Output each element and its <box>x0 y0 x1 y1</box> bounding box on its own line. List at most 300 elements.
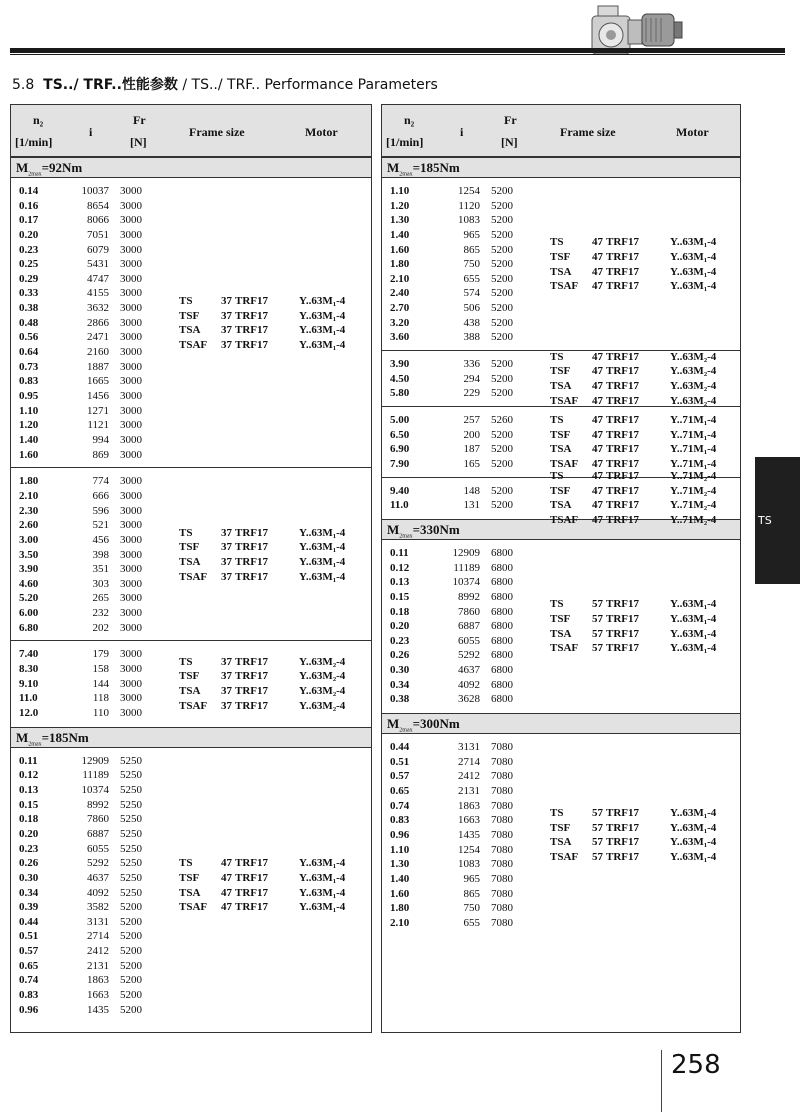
n2-value: 0.16 <box>19 199 39 212</box>
model-size: 47 <box>592 394 603 407</box>
table-row <box>11 973 371 988</box>
model-size: 57 <box>592 642 603 655</box>
model-frame: TRF17 <box>235 670 268 683</box>
force-value: 7080 <box>491 770 513 783</box>
model-type: TS <box>550 598 564 611</box>
ratio-value: 1120 <box>458 199 480 212</box>
model-size: 37 <box>221 526 232 539</box>
header-motor: Motor <box>676 125 709 139</box>
top-rule <box>10 48 785 53</box>
ratio-value: 1863 <box>458 799 480 812</box>
ratio-value: 2412 <box>458 770 480 783</box>
table-row <box>11 213 371 228</box>
ratio-value: 750 <box>463 258 480 271</box>
ratio-value: 2412 <box>87 945 109 958</box>
force-value: 5200 <box>120 915 142 928</box>
torque-value: =185Nm <box>412 160 460 175</box>
torque-subscript: 2max <box>399 171 413 178</box>
model-type: TSA <box>179 685 201 698</box>
force-value: 5200 <box>491 358 513 371</box>
model-frame: TRF17 <box>235 324 268 337</box>
model-frame: TRF17 <box>606 394 639 407</box>
force-value: 7080 <box>491 843 513 856</box>
table-row <box>382 692 740 707</box>
ratio-value: 2131 <box>87 959 109 972</box>
model-motor: Y..71M₁-4 <box>670 458 717 470</box>
model-size: 37 <box>221 541 232 554</box>
table-row <box>382 546 740 561</box>
model-frame: TRF17 <box>235 886 268 899</box>
force-value: 5200 <box>491 228 513 241</box>
torque-subscript: 2max <box>28 171 42 178</box>
model-motor: Y..63M₁-4 <box>670 627 717 640</box>
force-value: 6800 <box>491 693 513 706</box>
model-frame: TRF17 <box>606 428 639 441</box>
ratio-value: 2160 <box>87 346 109 359</box>
model-frame: TRF17 <box>606 470 639 483</box>
n2-value: 2.60 <box>19 519 39 532</box>
ratio-value: 8066 <box>87 214 109 227</box>
force-value: 6800 <box>491 649 513 662</box>
force-value: 3000 <box>120 375 142 388</box>
n2-value: 0.23 <box>19 243 39 256</box>
n2-value: 3.90 <box>19 563 39 576</box>
n2-value: 0.26 <box>390 649 410 662</box>
n2-value: 0.34 <box>390 678 410 691</box>
table-row <box>11 360 371 375</box>
model-type: TSA <box>550 443 572 456</box>
n2-value: 0.26 <box>19 857 39 870</box>
force-value: 3000 <box>120 592 142 605</box>
model-type: TS <box>179 655 193 668</box>
n2-value: 1.10 <box>390 185 410 197</box>
force-value: 5250 <box>120 842 142 855</box>
n2-value: 0.25 <box>19 258 39 271</box>
force-value: 7080 <box>491 916 513 929</box>
data-group <box>382 407 740 478</box>
model-row <box>550 428 740 443</box>
n2-value: 3.00 <box>19 533 39 546</box>
force-value: 3000 <box>120 489 142 502</box>
model-motor: Y..63M₂-4 <box>299 655 346 668</box>
model-list <box>550 235 740 294</box>
model-frame: TRF17 <box>606 380 639 393</box>
model-row <box>550 350 740 365</box>
ratio-value: 144 <box>92 677 109 690</box>
force-value: 5250 <box>120 857 142 870</box>
model-row <box>550 627 740 642</box>
model-motor: Y..63M₁-4 <box>670 280 717 293</box>
n2-value: 0.17 <box>19 214 39 227</box>
model-motor: Y..63M₁-4 <box>670 612 717 625</box>
force-value: 3000 <box>120 692 142 705</box>
ratio-value: 8992 <box>87 798 109 811</box>
force-value: 3000 <box>120 185 142 197</box>
ratio-value: 10037 <box>81 185 109 197</box>
n2-value: 0.83 <box>19 988 39 1001</box>
model-type: TSA <box>179 886 201 899</box>
ratio-value: 6079 <box>87 243 109 256</box>
model-type: TSA <box>550 836 572 849</box>
model-motor: Y..71M₂-4 <box>670 484 717 497</box>
n2-value: 2.40 <box>390 287 410 300</box>
model-motor: Y..63M₁-4 <box>299 324 346 337</box>
model-size: 47 <box>592 350 603 363</box>
force-value: 3000 <box>120 533 142 546</box>
side-tab-ts[interactable]: TS <box>755 457 800 584</box>
force-value: 3000 <box>120 607 142 620</box>
table-row <box>382 316 740 331</box>
n2-value: 0.23 <box>390 634 410 647</box>
table-row <box>11 504 371 519</box>
model-type: TSAF <box>550 394 579 407</box>
ratio-value: 398 <box>92 548 109 561</box>
n2-value: 0.51 <box>390 755 410 768</box>
force-value: 3000 <box>120 563 142 576</box>
header-fr: Fr <box>133 113 146 127</box>
table-row <box>11 243 371 258</box>
force-value: 3000 <box>120 621 142 634</box>
model-row <box>550 469 740 484</box>
model-type: TS <box>179 526 193 539</box>
ratio-value: 7051 <box>87 228 109 241</box>
model-list <box>179 856 369 915</box>
table-row <box>11 783 371 798</box>
model-size: 57 <box>592 598 603 611</box>
ratio-value: 574 <box>463 287 480 300</box>
n2-value: 2.70 <box>390 302 410 315</box>
model-type: TSAF <box>550 513 579 526</box>
data-group <box>382 540 740 713</box>
force-value: 6800 <box>491 678 513 691</box>
model-type: TSA <box>550 499 572 512</box>
force-value: 3000 <box>120 346 142 359</box>
ratio-value: 2866 <box>87 316 109 329</box>
n2-value: 3.60 <box>390 331 410 344</box>
table-row <box>11 754 371 769</box>
model-motor: Y..63M₁-4 <box>299 555 346 568</box>
model-size: 37 <box>221 309 232 322</box>
n2-value: 9.40 <box>390 484 410 497</box>
ratio-value: 456 <box>92 533 109 546</box>
n2-value: 0.38 <box>390 693 410 706</box>
table-row <box>382 678 740 693</box>
ratio-value: 2131 <box>458 785 480 798</box>
model-type: TS <box>179 294 193 307</box>
n2-value: 6.90 <box>390 443 410 456</box>
model-type: TSF <box>179 541 200 554</box>
model-row <box>179 669 369 684</box>
n2-value: 5.80 <box>390 387 410 400</box>
data-group <box>382 470 740 526</box>
n2-value: 0.12 <box>19 769 39 782</box>
table-row <box>11 798 371 813</box>
n2-value: 0.15 <box>19 798 39 811</box>
force-value: 3000 <box>120 360 142 373</box>
model-list <box>179 294 369 353</box>
ratio-value: 8654 <box>87 199 109 212</box>
model-frame: TRF17 <box>235 857 268 870</box>
table-row <box>382 199 740 214</box>
table-row <box>382 301 740 316</box>
n2-value: 6.00 <box>19 607 39 620</box>
table-row <box>11 812 371 827</box>
table-row <box>11 1003 371 1018</box>
model-frame: TRF17 <box>235 555 268 568</box>
header-frame-size: Frame size <box>189 125 245 139</box>
model-motor: Y..63M₂-4 <box>299 699 346 712</box>
model-list <box>550 806 740 865</box>
model-row <box>179 540 369 555</box>
model-row <box>179 323 369 338</box>
model-motor: Y..63M₁-4 <box>299 570 346 583</box>
force-value: 6800 <box>491 605 513 618</box>
torque-value: =92Nm <box>41 160 83 175</box>
torque-subscript: 2max <box>399 533 413 540</box>
table-row <box>382 184 740 199</box>
data-group <box>382 178 740 351</box>
model-size: 37 <box>221 699 232 712</box>
table-row <box>11 433 371 448</box>
n2-value: 0.74 <box>19 974 39 987</box>
model-frame: TRF17 <box>606 642 639 655</box>
ratio-value: 2714 <box>87 930 109 943</box>
header-n2: n₂ <box>33 113 44 127</box>
ratio-value: 666 <box>92 489 109 502</box>
model-size: 47 <box>221 886 232 899</box>
table-row <box>382 663 740 678</box>
ratio-value: 118 <box>92 692 109 705</box>
n2-value: 1.20 <box>19 419 39 432</box>
model-type: TSF <box>179 309 200 322</box>
n2-value: 0.74 <box>390 799 410 812</box>
table-row <box>382 769 740 784</box>
ratio-value: 655 <box>463 272 480 285</box>
ratio-value: 265 <box>92 592 109 605</box>
force-value: 5200 <box>120 1003 142 1016</box>
header-n2-unit: [1/min] <box>386 135 424 149</box>
table-row <box>11 768 371 783</box>
table-row <box>11 489 371 504</box>
model-motor: Y..63M₁-4 <box>670 850 717 863</box>
n2-value: 1.20 <box>390 199 410 212</box>
model-frame: TRF17 <box>235 570 268 583</box>
table-row <box>11 915 371 930</box>
model-size: 47 <box>221 901 232 914</box>
force-value: 6800 <box>491 664 513 677</box>
table-row <box>11 474 371 489</box>
n2-value: 1.80 <box>390 902 410 915</box>
force-value: 3000 <box>120 504 142 517</box>
model-size: 57 <box>592 821 603 834</box>
n2-value: 0.57 <box>390 770 410 783</box>
model-motor: Y..63M₁-4 <box>299 526 346 539</box>
model-type: TS <box>550 236 564 249</box>
model-type: TSF <box>550 484 571 497</box>
model-row <box>550 835 740 850</box>
n2-value: 9.10 <box>19 677 39 690</box>
model-frame: TRF17 <box>606 598 639 611</box>
model-size: 47 <box>592 236 603 249</box>
ratio-value: 1663 <box>458 814 480 827</box>
force-value: 3000 <box>120 648 142 661</box>
torque-subscript: 2max <box>28 741 42 748</box>
force-value: 5260 <box>491 414 513 427</box>
model-row <box>179 856 369 871</box>
ratio-value: 4092 <box>458 678 480 691</box>
header-i: i <box>460 125 464 139</box>
table-row <box>382 887 740 902</box>
model-size: 47 <box>592 499 603 512</box>
model-type: TSF <box>550 821 571 834</box>
table-row <box>11 988 371 1003</box>
n2-value: 11.0 <box>390 499 409 512</box>
table-row <box>382 916 740 931</box>
header-fr-unit: [N] <box>130 135 147 149</box>
model-type: TSAF <box>550 458 579 470</box>
n2-value: 3.50 <box>19 548 39 561</box>
n2-value: 2.10 <box>19 489 39 502</box>
ratio-value: 1254 <box>458 843 480 856</box>
model-size: 47 <box>592 428 603 441</box>
ratio-value: 1665 <box>87 375 109 388</box>
model-frame: TRF17 <box>606 365 639 378</box>
ratio-value: 596 <box>92 504 109 517</box>
model-row <box>550 612 740 627</box>
n2-value: 1.10 <box>19 404 39 417</box>
model-size: 47 <box>592 484 603 497</box>
force-value: 6800 <box>491 561 513 574</box>
ratio-value: 7860 <box>458 605 480 618</box>
force-value: 3000 <box>120 419 142 432</box>
force-value: 5250 <box>120 798 142 811</box>
table-row <box>382 575 740 590</box>
ratio-value: 774 <box>92 475 109 488</box>
force-value: 5200 <box>491 428 513 441</box>
header-i: i <box>89 125 93 139</box>
ratio-value: 506 <box>463 302 480 315</box>
n2-value: 0.65 <box>19 959 39 972</box>
n2-value: 0.38 <box>19 302 39 315</box>
n2-value: 0.96 <box>390 828 410 841</box>
ratio-value: 1083 <box>458 858 480 871</box>
model-frame: TRF17 <box>606 821 639 834</box>
right-table <box>381 104 741 1033</box>
model-frame: TRF17 <box>606 443 639 456</box>
model-frame: TRF17 <box>606 350 639 363</box>
n2-value: 0.20 <box>19 228 39 241</box>
force-value: 5200 <box>491 484 513 497</box>
force-value: 5200 <box>491 287 513 300</box>
model-motor: Y..63M₁-4 <box>670 236 717 249</box>
model-size: 47 <box>592 265 603 278</box>
ratio-value: 1254 <box>458 185 480 197</box>
force-value: 3000 <box>120 272 142 285</box>
n2-value: 0.30 <box>390 664 410 677</box>
data-group <box>382 351 740 407</box>
model-row <box>550 265 740 280</box>
force-value: 6800 <box>491 546 513 559</box>
model-size: 37 <box>221 570 232 583</box>
ratio-value: 4092 <box>87 886 109 899</box>
model-motor: Y..63M₁-4 <box>299 871 346 884</box>
force-value: 5200 <box>120 930 142 943</box>
table-row <box>11 448 371 463</box>
model-motor: Y..63M₁-4 <box>670 598 717 611</box>
header-n2-unit: [1/min] <box>15 135 53 149</box>
n2-value: 0.64 <box>19 346 39 359</box>
model-type: TSAF <box>179 699 208 712</box>
ratio-value: 8992 <box>458 590 480 603</box>
model-type: TSA <box>179 324 201 337</box>
force-value: 5200 <box>491 243 513 256</box>
model-frame: TRF17 <box>235 294 268 307</box>
data-group <box>382 734 740 936</box>
model-row <box>550 379 740 394</box>
model-frame: TRF17 <box>606 836 639 849</box>
model-size: 37 <box>221 685 232 698</box>
n2-value: 0.13 <box>390 576 410 589</box>
model-type: TS <box>550 470 564 483</box>
model-frame: TRF17 <box>606 265 639 278</box>
model-motor: Y..63M₁-4 <box>299 857 346 870</box>
model-type: TSF <box>550 428 571 441</box>
force-value: 3000 <box>120 331 142 344</box>
model-frame: TRF17 <box>606 513 639 526</box>
ratio-value: 2714 <box>458 755 480 768</box>
ratio-value: 200 <box>463 428 480 441</box>
force-value: 3000 <box>120 287 142 300</box>
model-type: TSF <box>550 612 571 625</box>
model-type: TSA <box>550 627 572 640</box>
ratio-value: 5292 <box>87 857 109 870</box>
n2-value: 0.34 <box>19 886 39 899</box>
torque-symbol: M <box>16 160 29 175</box>
ratio-value: 4637 <box>87 871 109 884</box>
n2-value: 0.20 <box>19 827 39 840</box>
ratio-value: 7860 <box>87 813 109 826</box>
model-frame: TRF17 <box>235 309 268 322</box>
n2-value: 0.48 <box>19 316 39 329</box>
n2-value: 0.83 <box>390 814 410 827</box>
model-motor: Y..63M₁-4 <box>299 886 346 899</box>
table-row <box>11 184 371 199</box>
model-frame: TRF17 <box>235 541 268 554</box>
n2-value: 0.33 <box>19 287 39 300</box>
force-value: 5200 <box>491 199 513 212</box>
force-value: 3000 <box>120 448 142 461</box>
n2-value: 0.44 <box>390 741 410 754</box>
model-size: 47 <box>592 380 603 393</box>
force-value: 5200 <box>491 331 513 344</box>
n2-value: 0.95 <box>19 389 39 402</box>
model-row <box>550 484 740 499</box>
model-size: 57 <box>592 807 603 820</box>
force-value: 3000 <box>120 389 142 402</box>
ratio-value: 1663 <box>87 988 109 1001</box>
n2-value: 2.30 <box>19 504 39 517</box>
ratio-value: 1435 <box>458 828 480 841</box>
model-list <box>550 597 740 656</box>
ratio-value: 110 <box>92 707 109 720</box>
force-value: 7080 <box>491 828 513 841</box>
model-motor: Y..63M₂-4 <box>299 685 346 698</box>
ratio-value: 655 <box>463 916 480 929</box>
model-type: TSF <box>179 871 200 884</box>
table-row <box>11 418 371 433</box>
ratio-value: 187 <box>463 443 480 456</box>
model-motor: Y..63M₁-4 <box>299 294 346 307</box>
